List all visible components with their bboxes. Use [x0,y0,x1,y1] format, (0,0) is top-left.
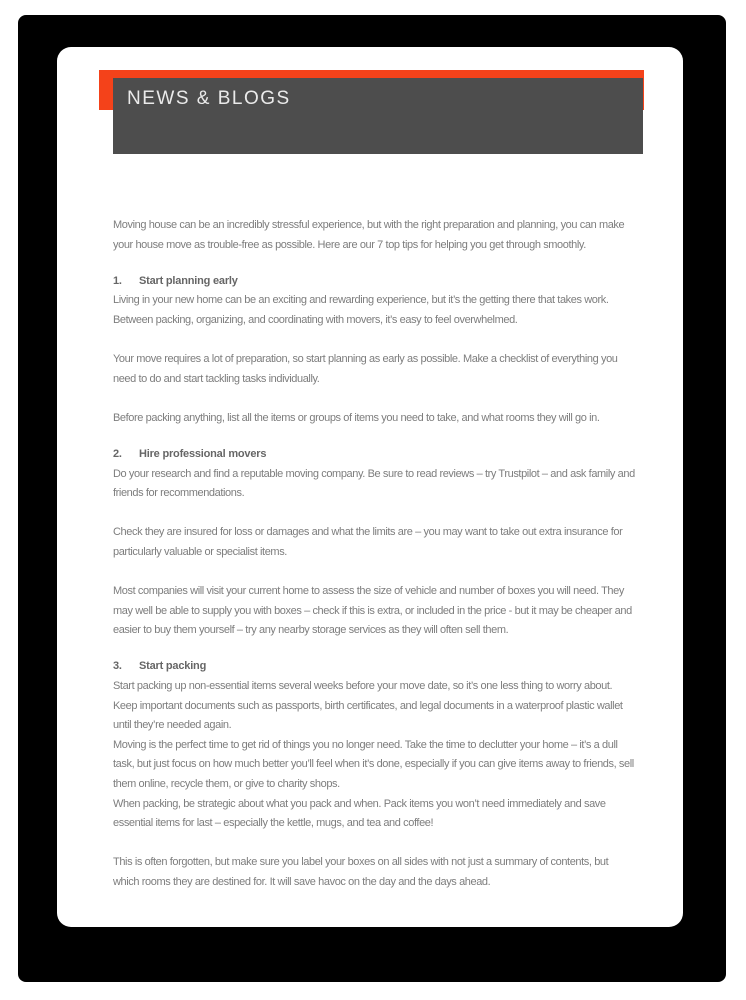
section-2-title: Hire professional movers [139,447,267,460]
paragraph: Most companies will visit your current home to assess the size of vehicle and number of boxes you will need. They may well be able to supply you with boxes – check if this is extra, or included in the price - but it may be cheaper and easier to buy them yourself – try any nearby storage services as they will often sell them. [113,585,632,637]
page-title: NEWS & BLOGS [127,88,291,109]
paragraph: Your move requires a lot of preparation, so start planning as early as possible. Make a checklist of everything you need to do and start tackling tasks individually. [113,353,618,385]
paragraph: Living in your new home can be an exciting and rewarding experience, but it’s the getting there that takes work. Between packing, organizing, and coordinating with movers, it’s easy to feel overwhelmed. [113,294,609,326]
section-3-title: Start packing [139,660,207,673]
paragraph: Moving is the perfect time to get rid of things you no longer need. Take the time to declutter your home – it’s a dull task, but just focus on how much better you’ll feel when it’s done, especially if you can give items away to friends, sell them online, recycle them, or give to charity shops. [113,738,634,790]
closing-paragraph: This is often forgotten, but make sure you label your boxes on all sides with not just a summary of contents, but which rooms they are destined for. It will save havoc on the day and the days ahead. [113,856,609,888]
section-1-heading [113,272,635,292]
article-body [113,216,635,893]
paragraph: Check they are insured for loss or damages and what the limits are – you may want to take out extra insurance for particularly valuable or specialist items. [113,526,623,558]
paragraph: Do your research and find a reputable moving company. Be sure to read reviews – try Trustpilot – and ask family and friends for recommendations. [113,467,635,500]
paragraph: When packing, be strategic about what you pack and when. Pack items you won’t need immediately and save essential items for last – especially the kettle, mugs, and tea and coffee! [113,797,606,830]
section-3-heading [113,657,635,677]
section-1-title: Start planning early [139,274,238,287]
paragraph: Before packing anything, list all the items or groups of items you need to take, and what rooms they will go in. [113,411,600,424]
page-banner [113,78,643,154]
document-page [57,47,683,927]
paragraph: Start packing up non-essential items several weeks before your move date, so it’s one less thing to worry about. Keep important documents such as passports, birth certificates, and legal documents in a waterproof plastic wallet until they’re needed again. [113,679,623,732]
section-3-number: 3. [113,660,122,673]
intro-paragraph: Moving house can be an incredibly stressful experience, but with the right preparation and planning, you can make your house move as trouble-free as possible. Here are our 7 top tips for helping you get through smoothly. [113,219,625,251]
section-2-heading [113,445,635,465]
section-2-number: 2. [113,447,122,460]
section-1-number: 1. [113,274,122,287]
